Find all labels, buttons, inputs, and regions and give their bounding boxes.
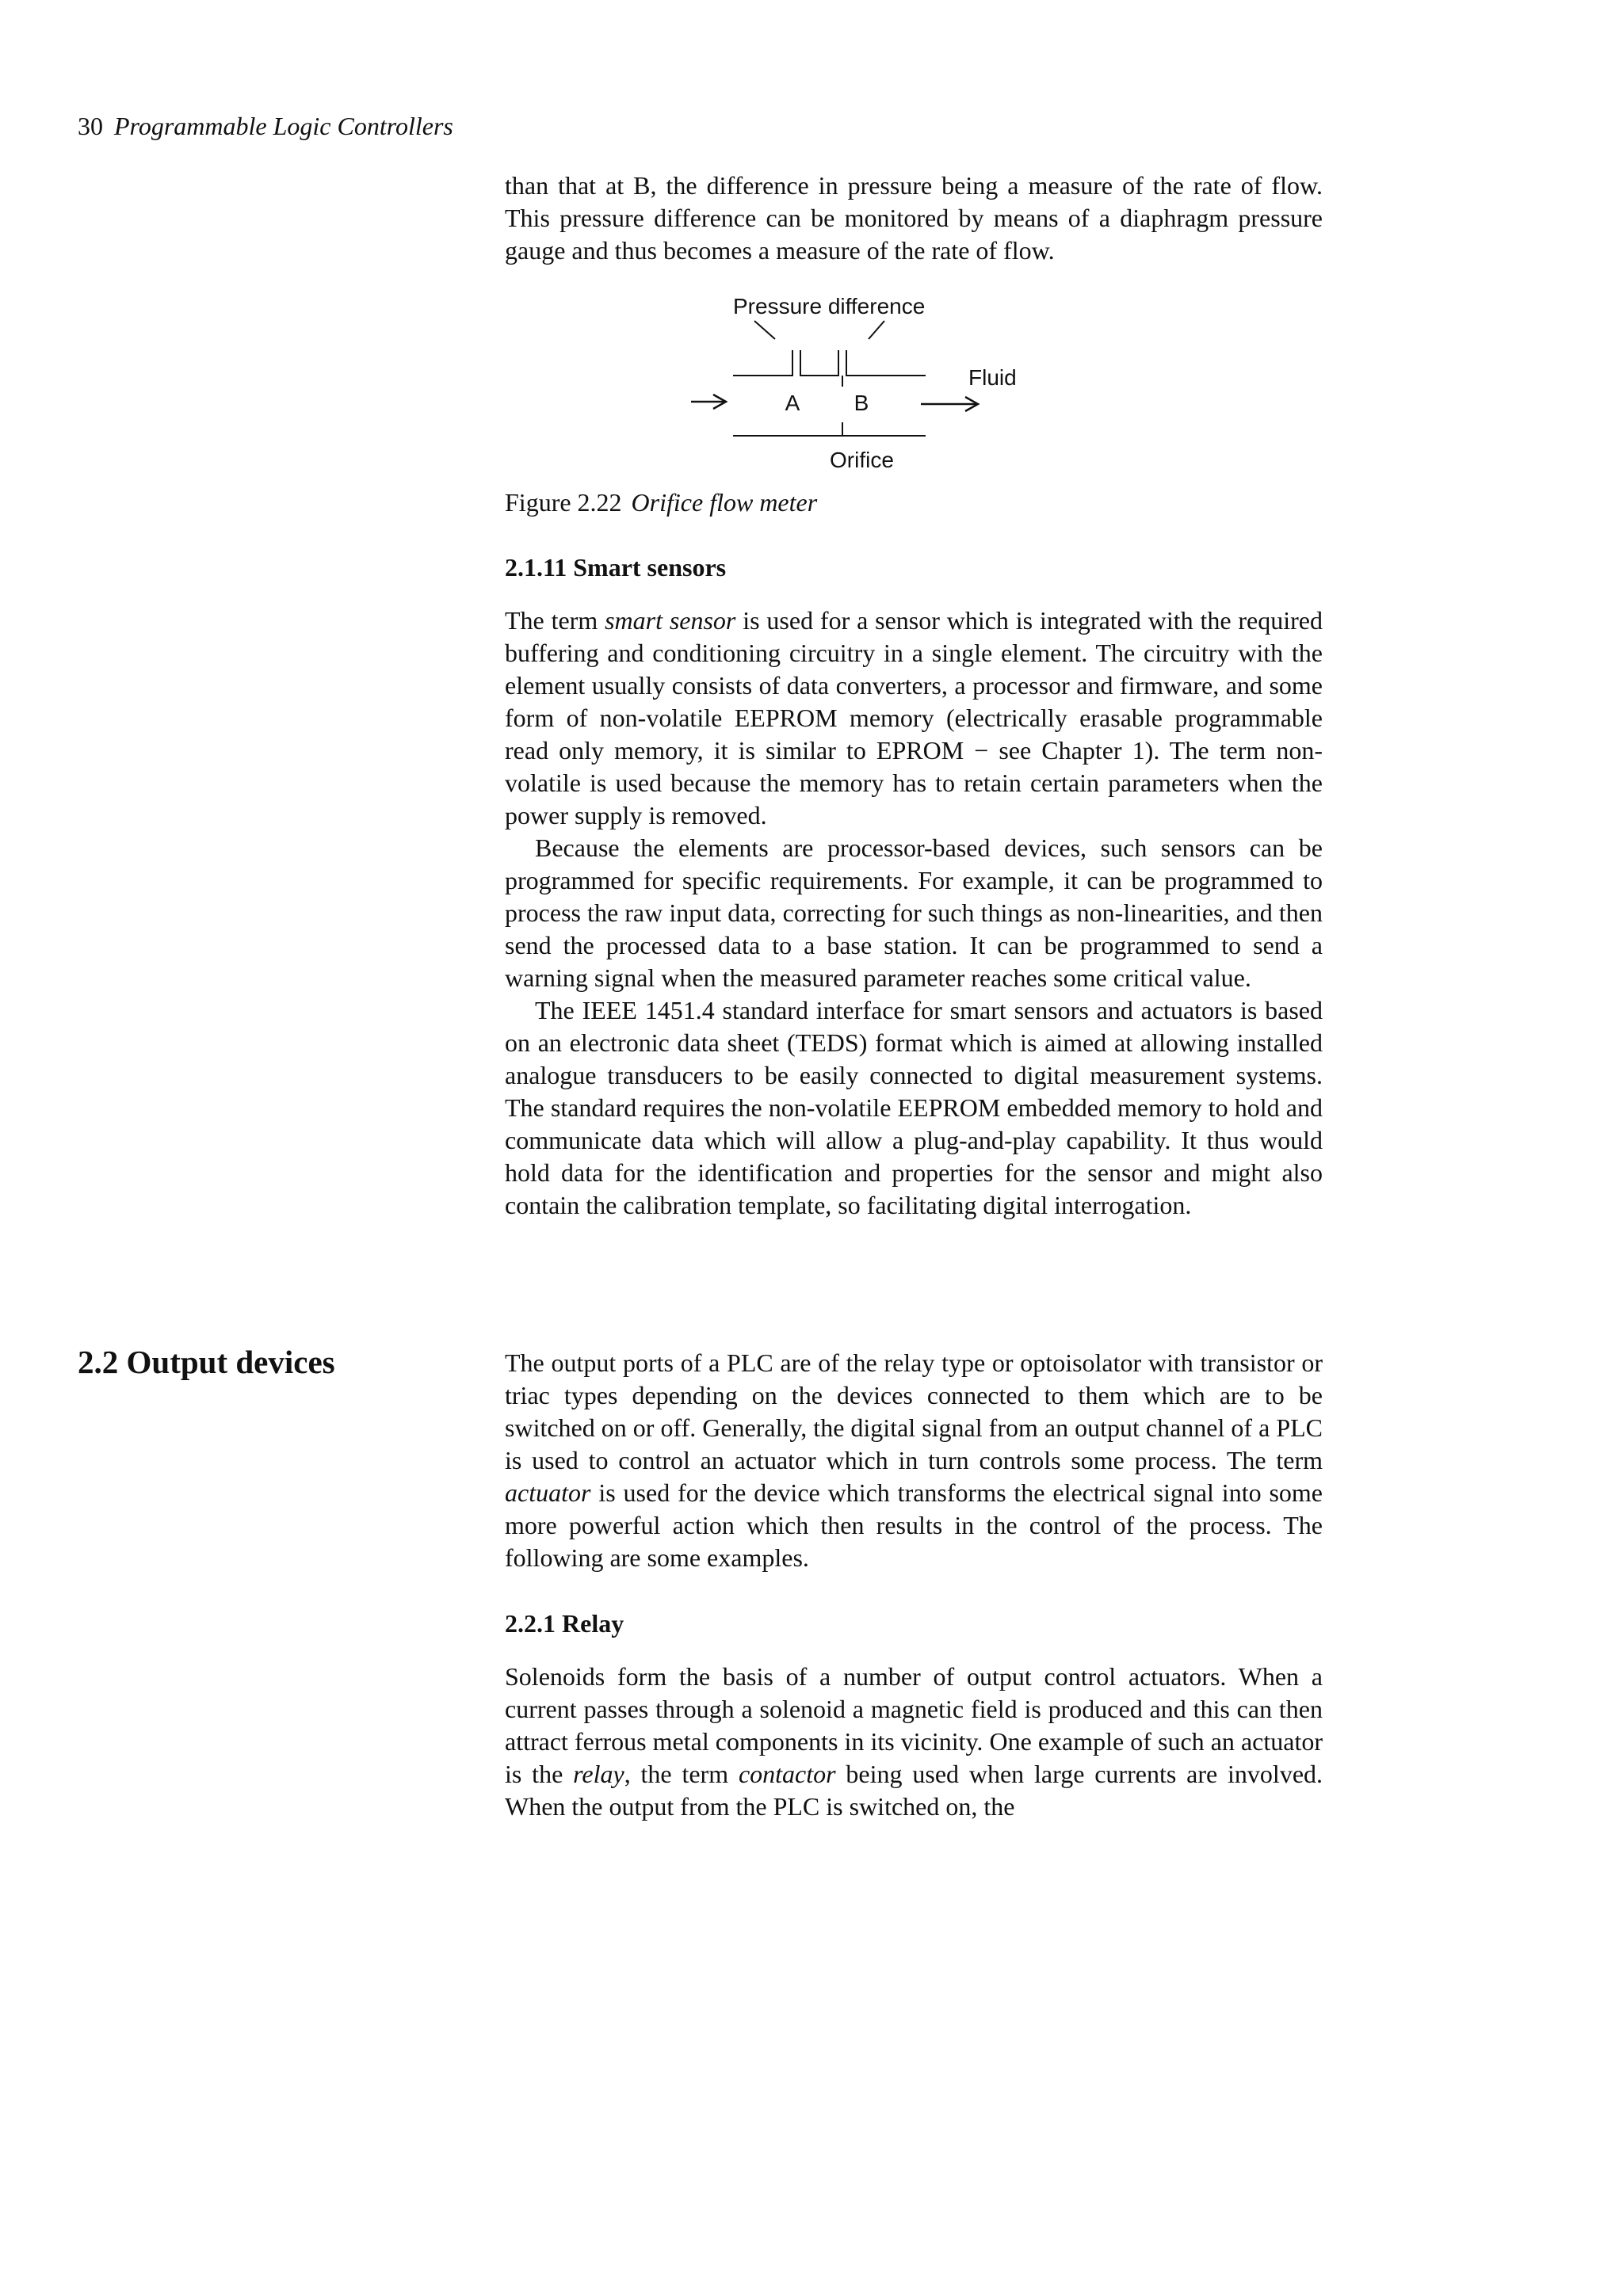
outflow-arrow-icon: [921, 397, 978, 411]
upper-pipe-right: [846, 350, 926, 376]
output-devices-heading: 2.2 Output devices: [78, 1344, 335, 1380]
relay-paragraph: Solenoids form the basis of a number of output control actuators. When a current passes through a solenoid a magnetic field is produced and this can then attract ferrous metal components in its vicinity. One example of such an actuator is the relay, the term contactor being used when large currents are involved. When the output from the PLC is switched on, the: [505, 1662, 1323, 1821]
term-relay: relay: [573, 1760, 624, 1788]
smart-sensors-paragraph-3: The IEEE 1451.4 standard interface for smart sensors and actuators is based on an electronic data sheet (TEDS) format which is aimed at allowing installed analogue transducers to be easily connected to digital measurement systems. The standard requires the non-volatile EEPROM embedded memory to hold and communicate data which will allow a plug-and-play capability. It thus would hold data for the identification and properties for the sensor and might also contain the calibration template, so facilitating digital interrogation.: [505, 996, 1323, 1219]
point-b-label: B: [854, 391, 869, 415]
figure-caption: [505, 486, 1323, 519]
orifice-label: Orifice: [830, 448, 894, 472]
smart-sensors-paragraph-2: Because the elements are processor-based devices, such sensors can be programmed for specific requirements. For example, it can be programmed to process the raw input data, correcting for such things as non-linearities, and then send the processed data to a base station. It can be programmed to send a warning signal when the measured parameter reaches some critical value.: [505, 833, 1323, 992]
output-devices-section: [505, 1347, 1323, 1574]
running-header: [78, 109, 453, 143]
inflow-arrow-icon: [691, 395, 726, 409]
upper-pipe-left: [733, 350, 792, 376]
term-smart-sensor: smart sensor: [605, 606, 736, 635]
figure-number: Figure 2.22: [505, 488, 622, 517]
fluid-label: Fluid: [968, 365, 1017, 390]
smart-sensors-paragraph-1: The term smart sensor is used for a sensor which is integrated with the required buffering and conditioning circuitry in a single element. The circuitry with the element usually consists of data converters, a processor and firmware, and some form of non-volatile EEPROM memory (electrically erasable programmable read only memory, it is similar to EPROM − see Chapter 1). The term non-volatile is used because the memory has to retain certain parameters when the power supply is removed.: [505, 606, 1323, 830]
figure-title: Orifice flow meter: [631, 488, 818, 517]
pressure-difference-label: Pressure difference: [733, 294, 926, 318]
relay-section: [505, 1608, 1323, 1823]
pressure-leader-a: [754, 321, 775, 339]
term-actuator: actuator: [505, 1478, 591, 1507]
running-title: Programmable Logic Controllers: [114, 112, 453, 140]
smart-sensors-heading: 2.1.11 Smart sensors: [505, 553, 727, 582]
smart-sensors-section: [505, 551, 1323, 1222]
relay-heading: 2.2.1 Relay: [505, 1609, 624, 1638]
intro-paragraph-block: [505, 170, 1323, 267]
term-contactor: contactor: [738, 1760, 836, 1788]
page-number: 30: [78, 112, 103, 140]
point-a-label: A: [785, 391, 800, 415]
pressure-leader-b: [869, 321, 884, 339]
upper-pipe-middle: [800, 350, 838, 376]
intro-paragraph: than that at B, the difference in pressure being a measure of the rate of flow. This pressure difference can be monitored by means of a diaphragm pressure gauge and thus becomes a measure of the rate of flow.: [505, 171, 1323, 265]
output-devices-paragraph: The output ports of a PLC are of the relay type or optoisolator with transistor or triac types depending on the devices connected to them which are to be switched on or off. Generally, the digital signal from an output channel of a PLC is used to control an actuator which in turn controls some process. The term actuator is used for the device which transforms the electrical signal into some more powerful action which then results in the control of the process. The following are some examples.: [505, 1348, 1323, 1572]
orifice-flow-meter-diagram: [682, 285, 1046, 475]
